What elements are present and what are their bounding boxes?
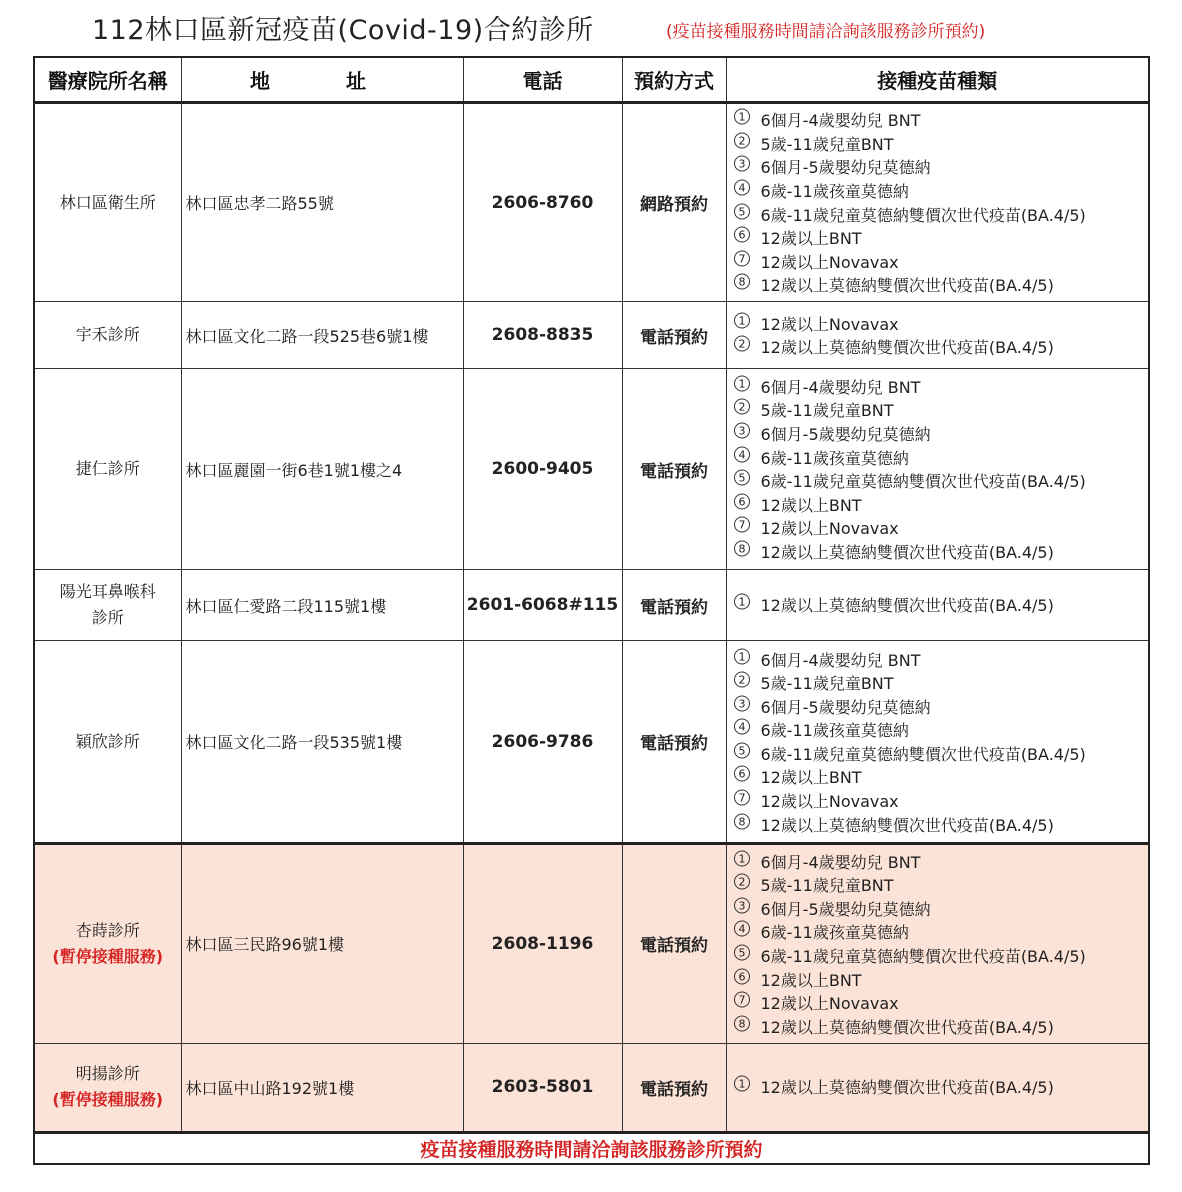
booking-method: 網路預約 (622, 103, 726, 302)
clinic-name: 捷仁診所 (75, 459, 140, 479)
list-item (733, 312, 1149, 336)
list-item (733, 422, 1149, 446)
list-item (733, 250, 1149, 274)
circled-number-icon (733, 469, 751, 486)
circled-number: 7 (738, 252, 745, 266)
circled-number-icon (733, 671, 751, 688)
booking-method: 電話預約 (622, 369, 726, 570)
circled-number-icon (733, 422, 751, 439)
circled-number: 3 (738, 157, 745, 171)
title-note: (疫苗接種服務時間請洽詢該服務診所預約) (666, 22, 986, 42)
circled-number-icon (733, 920, 751, 937)
clinic-table (33, 56, 1150, 1165)
clinic-name: 林口區衛生所 (59, 192, 156, 212)
booking-method: 電話預約 (622, 302, 726, 369)
list-item (733, 1015, 1149, 1039)
vaccine-text: 12歲以上BNT (760, 970, 862, 990)
clinic-phone: 2608-8835 (463, 302, 622, 369)
vaccine-text: 6歲-11歲兒童莫德納雙價次世代疫苗(BA.4/5) (760, 205, 1086, 225)
list-item (733, 873, 1149, 897)
vaccine-text: 6個月-4歲嬰幼兒 BNT (760, 111, 921, 131)
circled-number-icon (733, 944, 751, 961)
circled-number-icon (733, 250, 751, 267)
circled-number-icon (733, 1075, 751, 1092)
circled-number: 4 (738, 922, 745, 936)
col-header-address-label: 地 址 (250, 69, 394, 93)
vaccine-text: 6歲-11歲兒童莫德納雙價次世代疫苗(BA.4/5) (760, 744, 1086, 764)
circled-number-icon (733, 873, 751, 890)
clinic-name-cell (34, 641, 181, 844)
vaccine-list (733, 648, 1149, 837)
vaccine-list (733, 1075, 1149, 1099)
circled-number: 6 (738, 495, 745, 509)
vaccine-list (733, 108, 1149, 297)
vaccine-text: 5歲-11歲兒童BNT (760, 134, 894, 154)
circled-number: 1 (738, 650, 745, 663)
circled-number-icon (733, 203, 751, 220)
circled-number: 2 (738, 400, 745, 414)
vaccine-text: 12歲以上Novavax (760, 994, 899, 1014)
circled-number-icon (733, 695, 751, 712)
circled-number-icon (733, 789, 751, 806)
clinic-phone: 2606-9786 (463, 641, 622, 844)
circled-number-icon (733, 813, 751, 830)
clinic-address: 林口區文化二路一段525巷6號1樓 (181, 302, 463, 369)
circled-number-icon (733, 335, 751, 352)
footer-note: 疫苗接種服務時間請洽詢該服務診所預約 (34, 1133, 1149, 1165)
clinic-name: 明揚診所 (75, 1064, 140, 1084)
circled-number-icon (733, 1015, 751, 1032)
list-item (733, 540, 1149, 564)
booking-method: 電話預約 (622, 641, 726, 844)
vaccine-text: 6個月-4歲嬰幼兒 BNT (760, 650, 921, 670)
circled-number: 2 (738, 673, 745, 687)
circled-number: 5 (738, 744, 745, 758)
table-row (34, 103, 1149, 302)
clinic-phone: 2600-9405 (463, 369, 622, 570)
vaccine-cell (726, 302, 1149, 369)
vaccine-text: 6歲-11歲孩童莫德納 (760, 923, 909, 943)
list-item (733, 789, 1149, 813)
circled-number: 7 (738, 518, 745, 532)
list-item (733, 493, 1149, 517)
clinic-name: 陽光耳鼻喉科 (59, 582, 156, 602)
vaccine-text: 6個月-5歲嬰幼兒莫德納 (760, 697, 931, 717)
vaccine-text: 12歲以上Novavax (760, 314, 899, 334)
booking-method: 電話預約 (622, 1043, 726, 1132)
circled-number: 1 (738, 852, 745, 866)
vaccine-text: 12歲以上BNT (760, 495, 862, 515)
circled-number: 1 (738, 314, 745, 327)
vaccine-text: 6個月-5歲嬰幼兒莫德納 (760, 899, 931, 919)
list-item (733, 648, 1149, 672)
vaccine-text: 12歲以上莫德納雙價次世代疫苗(BA.4/5) (760, 542, 1054, 562)
booking-method: 電話預約 (622, 844, 726, 1043)
circled-number-icon (733, 108, 751, 125)
vaccine-text: 12歲以上莫德納雙價次世代疫苗(BA.4/5) (760, 1017, 1054, 1037)
circled-number: 5 (738, 471, 745, 485)
page-title: 112林口區新冠疫苗(Covid-19)合約診所 (92, 15, 594, 46)
list-item (733, 335, 1149, 359)
col-header-method: 預約方式 (622, 57, 726, 103)
clinic-name-cell (34, 369, 181, 570)
circled-number-icon (733, 226, 751, 243)
list-item (733, 226, 1149, 250)
vaccine-list (733, 593, 1149, 617)
circled-number: 8 (738, 815, 745, 829)
list-item (733, 593, 1149, 617)
list-item (733, 375, 1149, 399)
list-item (733, 850, 1149, 874)
booking-method: 電話預約 (622, 570, 726, 641)
list-item (733, 203, 1149, 227)
list-item (733, 671, 1149, 695)
clinic-name-cell (34, 570, 181, 641)
circled-number: 3 (738, 424, 745, 438)
circled-number: 1 (738, 595, 745, 609)
list-item (733, 1075, 1149, 1099)
circled-number-icon (733, 968, 751, 985)
circled-number: 5 (738, 946, 745, 960)
circled-number-icon (733, 991, 751, 1008)
list-item (733, 516, 1149, 540)
document-header (0, 0, 1182, 56)
vaccine-text: 12歲以上莫德納雙價次世代疫苗(BA.4/5) (760, 276, 1054, 296)
circled-number-icon (733, 516, 751, 533)
circled-number: 7 (738, 791, 745, 805)
circled-number: 2 (738, 134, 745, 148)
circled-number-icon (733, 273, 751, 290)
circled-number: 1 (738, 377, 745, 391)
status-badge: (暫停接種服務) (52, 946, 164, 966)
vaccine-list (733, 850, 1149, 1039)
clinic-address: 林口區中山路192號1樓 (181, 1043, 463, 1132)
vaccine-text: 12歲以上Novavax (760, 519, 899, 539)
clinic-phone: 2608-1196 (463, 844, 622, 1043)
vaccine-text: 12歲以上莫德納雙價次世代疫苗(BA.4/5) (760, 596, 1054, 616)
vaccine-text: 12歲以上BNT (760, 768, 862, 788)
list-item (733, 968, 1149, 992)
table-row (34, 302, 1149, 369)
vaccine-text: 5歲-11歲兒童BNT (760, 401, 894, 421)
list-item (733, 991, 1149, 1015)
circled-number-icon (733, 493, 751, 510)
table-row (34, 369, 1149, 570)
clinic-address: 林口區麗園一街6巷1號1樓之4 (181, 369, 463, 570)
list-item (733, 446, 1149, 470)
circled-number-icon (733, 312, 751, 329)
circled-number-icon (733, 155, 751, 172)
vaccine-cell (726, 570, 1149, 641)
status-badge: (暫停接種服務) (52, 1090, 164, 1110)
footer-row (34, 1133, 1149, 1165)
circled-number: 2 (738, 337, 745, 351)
clinic-address: 林口區三民路96號1樓 (181, 844, 463, 1043)
table-row (34, 641, 1149, 844)
list-item (733, 155, 1149, 179)
table-row (34, 1043, 1149, 1132)
clinic-name-cell (34, 1043, 181, 1132)
list-item (733, 179, 1149, 203)
list-item (733, 897, 1149, 921)
clinic-address: 林口區忠孝二路55號 (181, 103, 463, 302)
table-row (34, 844, 1149, 1043)
vaccine-text: 6歲-11歲兒童莫德納雙價次世代疫苗(BA.4/5) (760, 946, 1086, 966)
circled-number-icon (733, 718, 751, 735)
vaccine-text: 5歲-11歲兒童BNT (760, 674, 894, 694)
circled-number-icon (733, 897, 751, 914)
clinic-phone: 2603-5801 (463, 1043, 622, 1132)
circled-number: 4 (738, 448, 745, 462)
clinic-name-cell (34, 844, 181, 1043)
circled-number: 1 (738, 110, 745, 124)
list-item (733, 273, 1149, 297)
list-item (733, 813, 1149, 837)
circled-number: 1 (738, 1077, 745, 1091)
circled-number-icon (733, 742, 751, 759)
clinic-name-line2: 診所 (91, 608, 124, 628)
list-item (733, 469, 1149, 493)
circled-number-icon (733, 132, 751, 149)
clinic-phone: 2606-8760 (463, 103, 622, 302)
circled-number-icon (733, 648, 751, 665)
col-header-name: 醫療院所名稱 (34, 57, 181, 103)
circled-number-icon (733, 765, 751, 782)
col-header-vaccines: 接種疫苗種類 (726, 57, 1149, 103)
vaccine-cell (726, 103, 1149, 302)
circled-number: 4 (738, 720, 745, 734)
clinic-name: 宇禾診所 (75, 325, 140, 345)
vaccine-list (733, 375, 1149, 564)
circled-number-icon (733, 540, 751, 557)
list-item (733, 765, 1149, 789)
col-header-phone: 電話 (463, 57, 622, 103)
vaccine-text: 6歲-11歲孩童莫德納 (760, 181, 909, 201)
vaccine-text: 6歲-11歲兒童莫德納雙價次世代疫苗(BA.4/5) (760, 472, 1086, 492)
circled-number-icon (733, 593, 751, 610)
circled-number-icon (733, 446, 751, 463)
circled-number-icon (733, 850, 751, 867)
circled-number: 6 (738, 767, 745, 781)
vaccine-list (733, 312, 1149, 359)
clinic-phone: 2601-6068#115 (463, 570, 622, 641)
circled-number: 6 (738, 970, 745, 984)
table-row (34, 570, 1149, 641)
vaccine-text: 6個月-5歲嬰幼兒莫德納 (760, 424, 931, 444)
clinic-name: 杏蒔診所 (75, 920, 140, 940)
circled-number: 4 (738, 181, 745, 195)
clinic-name-cell (34, 103, 181, 302)
list-item (733, 742, 1149, 766)
vaccine-cell (726, 844, 1149, 1043)
list-item (733, 718, 1149, 742)
circled-number-icon (733, 375, 751, 392)
vaccine-text: 6個月-4歲嬰幼兒 BNT (760, 377, 921, 397)
vaccine-text: 12歲以上莫德納雙價次世代疫苗(BA.4/5) (760, 1078, 1054, 1098)
vaccine-text: 6個月-5歲嬰幼兒莫德納 (760, 158, 931, 178)
vaccine-text: 12歲以上莫德納雙價次世代疫苗(BA.4/5) (760, 338, 1054, 358)
vaccine-text: 12歲以上Novavax (760, 252, 899, 272)
vaccine-text: 12歲以上BNT (760, 229, 862, 249)
vaccine-cell (726, 1043, 1149, 1132)
list-item (733, 108, 1149, 132)
clinic-address: 林口區仁愛路二段115號1樓 (181, 570, 463, 641)
circled-number: 8 (738, 542, 745, 556)
clinic-name-cell (34, 302, 181, 369)
clinic-name: 穎欣診所 (75, 731, 140, 751)
list-item (733, 920, 1149, 944)
clinic-address: 林口區文化二路一段535號1樓 (181, 641, 463, 844)
circled-number: 2 (738, 875, 745, 889)
vaccine-text: 6歲-11歲孩童莫德納 (760, 721, 909, 741)
list-item (733, 944, 1149, 968)
vaccine-text: 6歲-11歲孩童莫德納 (760, 448, 909, 468)
circled-number-icon (733, 179, 751, 196)
circled-number-icon (733, 398, 751, 415)
list-item (733, 695, 1149, 719)
vaccine-cell (726, 641, 1149, 844)
circled-number: 7 (738, 993, 745, 1007)
col-header-address (181, 57, 463, 103)
list-item (733, 398, 1149, 422)
vaccine-text: 5歲-11歲兒童BNT (760, 876, 894, 896)
vaccine-text: 12歲以上莫德納雙價次世代疫苗(BA.4/5) (760, 815, 1054, 835)
circled-number: 3 (738, 899, 745, 913)
table-header-row (34, 57, 1149, 103)
circled-number: 8 (738, 275, 745, 289)
vaccine-text: 6個月-4歲嬰幼兒 BNT (760, 852, 921, 872)
circled-number: 6 (738, 228, 745, 242)
list-item (733, 132, 1149, 156)
circled-number: 5 (738, 205, 745, 219)
circled-number: 3 (738, 697, 745, 711)
vaccine-cell (726, 369, 1149, 570)
vaccine-text: 12歲以上Novavax (760, 792, 899, 812)
circled-number: 8 (738, 1017, 745, 1031)
